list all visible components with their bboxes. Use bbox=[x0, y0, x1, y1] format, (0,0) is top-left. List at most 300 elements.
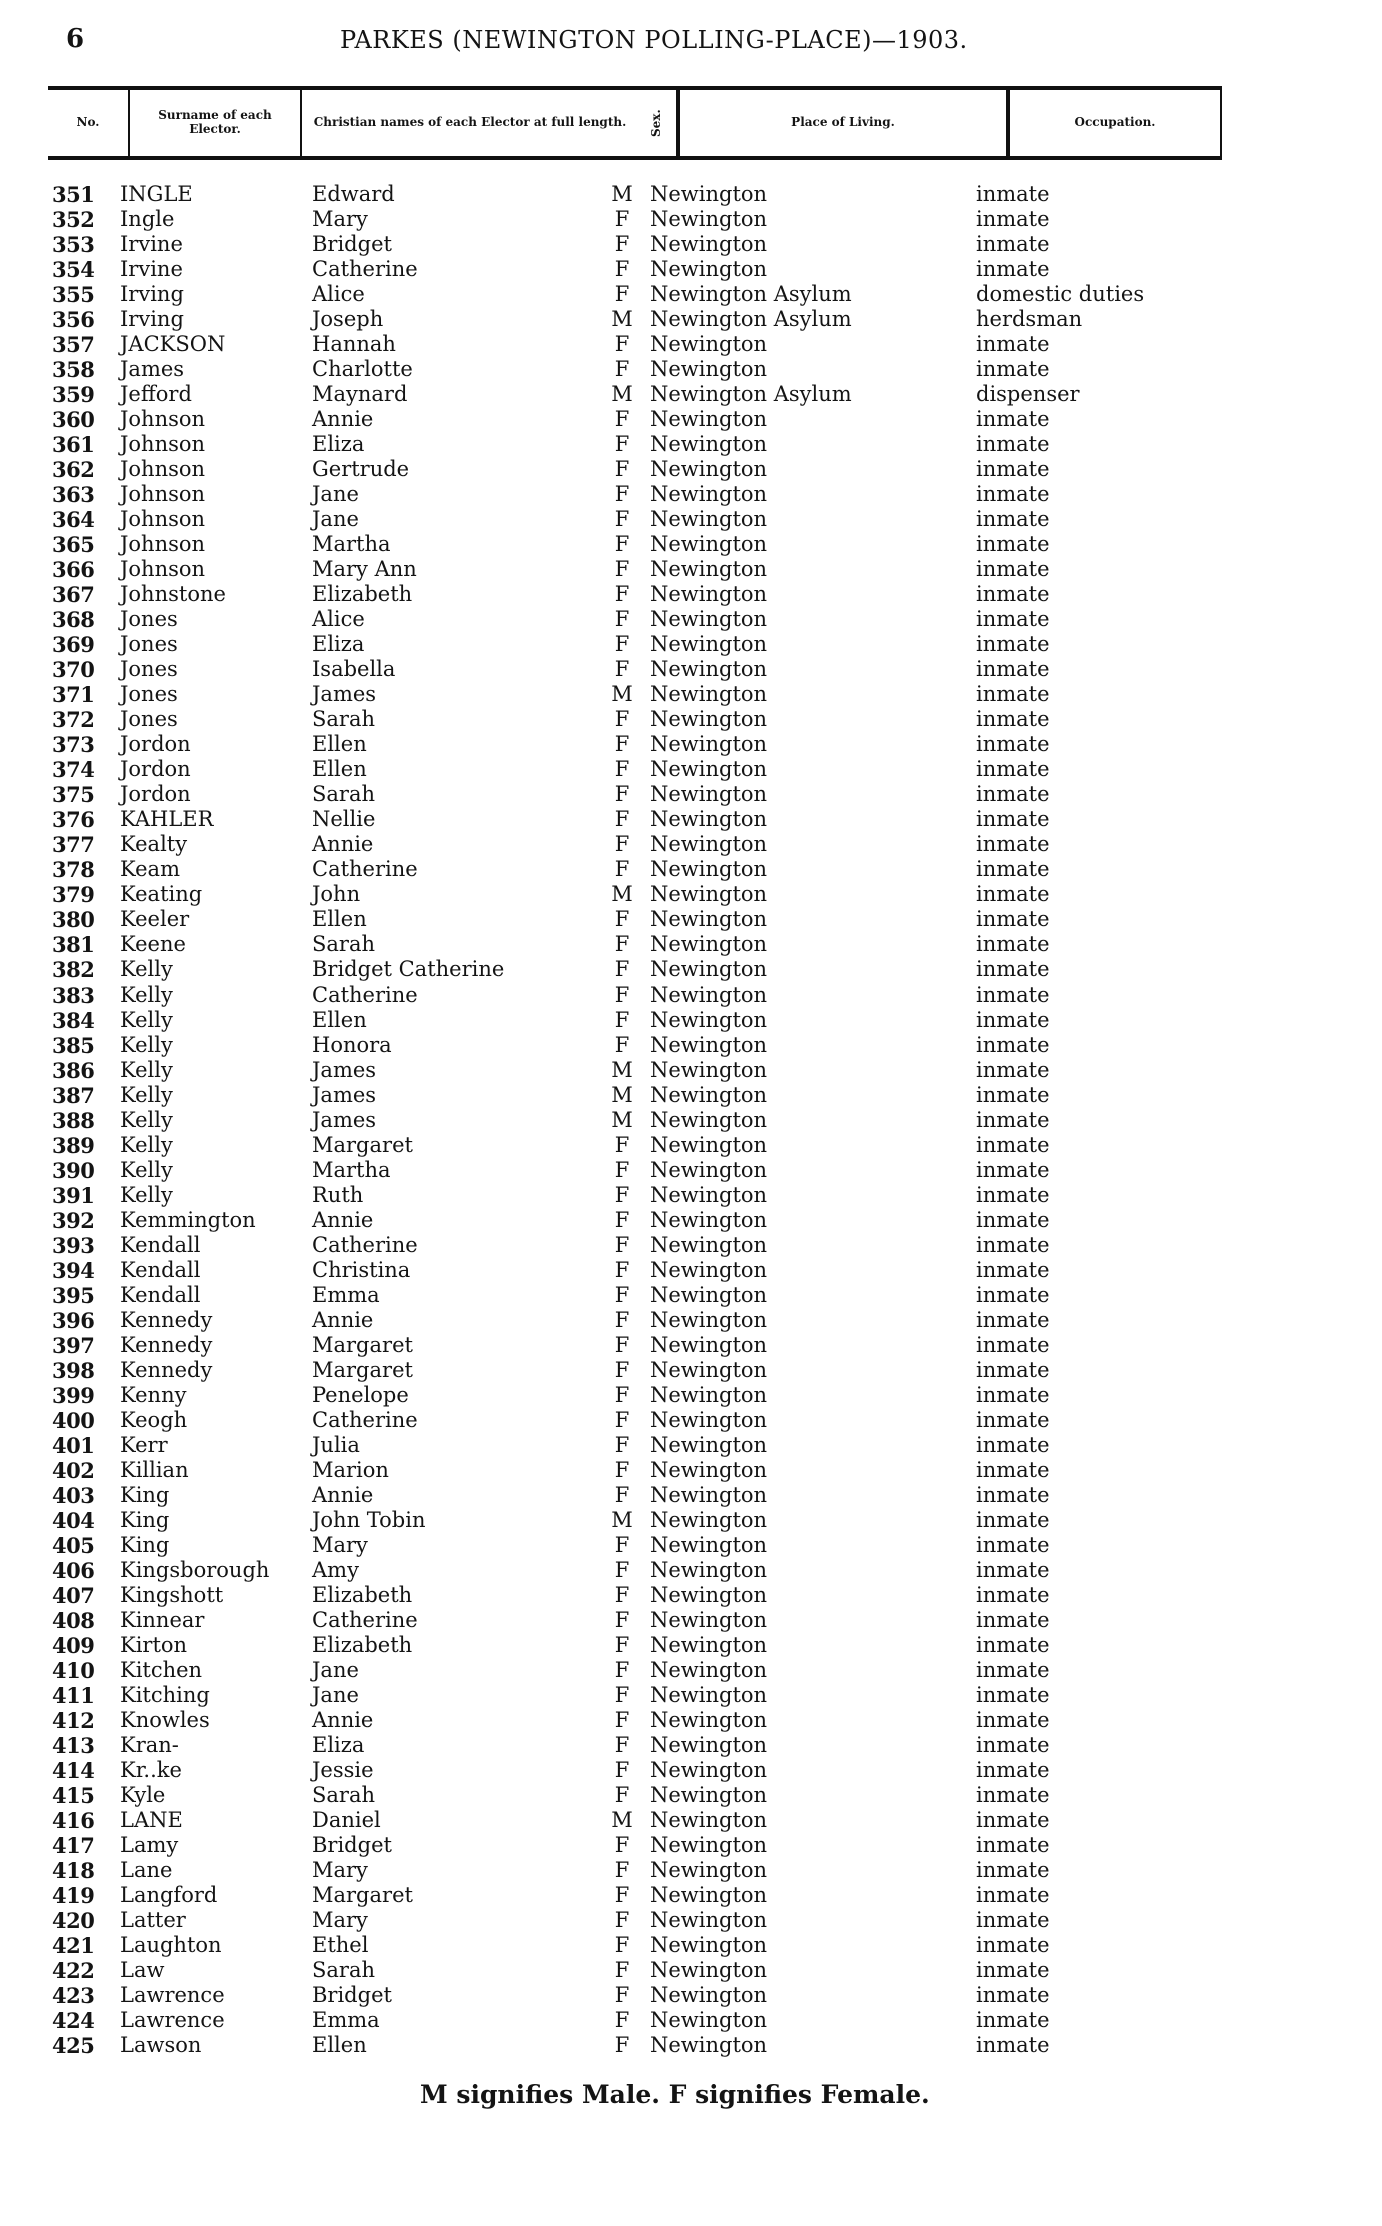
elector-sex: F bbox=[614, 1657, 630, 1682]
elector-place-of-living: Newington bbox=[650, 1457, 768, 1482]
elector-place-of-living: Newington bbox=[650, 232, 768, 257]
elector-occupation: inmate bbox=[976, 332, 1050, 357]
elector-number: 396 bbox=[52, 1307, 95, 1333]
table-row bbox=[0, 507, 1382, 532]
elector-surname: Kinnear bbox=[120, 1607, 205, 1632]
elector-surname: Irvine bbox=[120, 257, 183, 282]
elector-christian-names: Bridget bbox=[312, 1833, 392, 1858]
elector-christian-names: Maynard bbox=[312, 382, 408, 407]
elector-sex: F bbox=[614, 207, 630, 232]
elector-surname: Knowles bbox=[120, 1707, 210, 1732]
elector-place-of-living: Newington bbox=[650, 632, 768, 657]
table-row bbox=[0, 1558, 1382, 1583]
elector-sex: M bbox=[611, 682, 633, 707]
elector-place-of-living: Newington Asylum bbox=[650, 307, 852, 332]
elector-occupation: inmate bbox=[976, 532, 1050, 557]
elector-occupation: inmate bbox=[976, 1582, 1050, 1607]
elector-sex: F bbox=[614, 1457, 630, 1482]
elector-sex: F bbox=[614, 1632, 630, 1657]
elector-number: 353 bbox=[52, 232, 95, 258]
column-header-occupation: Occupation. bbox=[1008, 90, 1222, 156]
elector-christian-names: Catherine bbox=[312, 982, 418, 1007]
table-row bbox=[0, 2008, 1382, 2033]
elector-occupation: inmate bbox=[976, 1057, 1050, 1082]
elector-occupation: inmate bbox=[976, 1032, 1050, 1057]
table-row bbox=[0, 932, 1382, 957]
elector-sex: F bbox=[614, 1232, 630, 1257]
elector-occupation: inmate bbox=[976, 857, 1050, 882]
elector-christian-names: Ruth bbox=[312, 1182, 364, 1207]
elector-surname: King bbox=[120, 1482, 170, 1507]
elector-number: 372 bbox=[52, 707, 95, 733]
elector-surname: Keeler bbox=[120, 907, 190, 932]
elector-surname: Keene bbox=[120, 932, 186, 957]
elector-place-of-living: Newington bbox=[650, 482, 768, 507]
table-row bbox=[0, 307, 1382, 332]
elector-occupation: inmate bbox=[976, 1257, 1050, 1282]
elector-surname: Kendall bbox=[120, 1257, 201, 1282]
table-row bbox=[0, 282, 1382, 307]
elector-surname: Kyle bbox=[120, 1783, 166, 1807]
elector-place-of-living: Newington bbox=[650, 1482, 768, 1507]
elector-number: 379 bbox=[52, 882, 95, 908]
elector-place-of-living: Newington bbox=[650, 1507, 768, 1532]
elector-number: 409 bbox=[52, 1632, 95, 1658]
elector-number: 364 bbox=[52, 507, 95, 533]
elector-surname: Kerr bbox=[120, 1432, 168, 1457]
elector-place-of-living: Newington bbox=[650, 1357, 768, 1382]
elector-sex: F bbox=[614, 532, 630, 557]
elector-occupation: inmate bbox=[976, 1082, 1050, 1107]
elector-surname: Lamy bbox=[120, 1833, 179, 1858]
table-row bbox=[0, 707, 1382, 732]
elector-christian-names: Margaret bbox=[312, 1883, 413, 1908]
column-header-surname: Surname of each Elector. bbox=[130, 90, 302, 156]
elector-surname: Kelly bbox=[120, 982, 173, 1007]
elector-surname: Lawrence bbox=[120, 1983, 225, 2008]
elector-sex: F bbox=[614, 1933, 630, 1958]
table-row bbox=[0, 607, 1382, 632]
elector-occupation: inmate bbox=[976, 832, 1050, 857]
elector-place-of-living: Newington Asylum bbox=[650, 282, 852, 307]
elector-number: 400 bbox=[52, 1407, 95, 1433]
table-row bbox=[0, 632, 1382, 657]
elector-surname: Irving bbox=[120, 307, 184, 332]
elector-occupation: inmate bbox=[976, 1883, 1050, 1908]
elector-number: 373 bbox=[52, 732, 95, 758]
elector-sex: F bbox=[614, 807, 630, 832]
elector-occupation: inmate bbox=[976, 1707, 1050, 1732]
elector-number: 408 bbox=[52, 1607, 95, 1633]
elector-number: 383 bbox=[52, 982, 95, 1008]
elector-christian-names: Nellie bbox=[312, 807, 376, 832]
elector-surname: INGLE bbox=[120, 182, 193, 206]
elector-occupation: inmate bbox=[976, 432, 1050, 457]
elector-christian-names: Catherine bbox=[312, 257, 418, 282]
elector-place-of-living: Newington bbox=[650, 807, 768, 832]
elector-number: 360 bbox=[52, 407, 95, 433]
elector-place-of-living: Newington bbox=[650, 1707, 768, 1732]
elector-christian-names: Ellen bbox=[312, 757, 367, 782]
elector-sex: F bbox=[614, 1407, 630, 1432]
elector-christian-names: Sarah bbox=[312, 1958, 375, 1983]
elector-christian-names: Annie bbox=[312, 1207, 374, 1232]
elector-place-of-living: Newington bbox=[650, 1557, 768, 1582]
elector-place-of-living: Newington bbox=[650, 1157, 768, 1182]
elector-occupation: inmate bbox=[976, 207, 1050, 232]
elector-occupation: inmate bbox=[976, 1307, 1050, 1332]
elector-sex: F bbox=[614, 932, 630, 957]
elector-place-of-living: Newington bbox=[650, 1032, 768, 1057]
elector-sex: F bbox=[614, 1282, 630, 1307]
elector-surname: Killian bbox=[120, 1457, 189, 1482]
elector-place-of-living: Newington bbox=[650, 1407, 768, 1432]
elector-place-of-living: Newington bbox=[650, 932, 768, 957]
table-row bbox=[0, 1983, 1382, 2008]
elector-number: 356 bbox=[52, 307, 95, 333]
elector-surname: Jordon bbox=[120, 782, 191, 807]
elector-number: 395 bbox=[52, 1282, 95, 1308]
elector-place-of-living: Newington bbox=[650, 1182, 768, 1207]
elector-sex: F bbox=[614, 257, 630, 282]
elector-number: 361 bbox=[52, 432, 95, 458]
table-row bbox=[0, 657, 1382, 682]
elector-sex: F bbox=[614, 757, 630, 782]
elector-occupation: inmate bbox=[976, 1182, 1050, 1207]
elector-occupation: inmate bbox=[976, 1833, 1050, 1858]
elector-occupation: inmate bbox=[976, 1657, 1050, 1682]
elector-surname: Kelly bbox=[120, 1032, 173, 1057]
elector-sex: F bbox=[614, 1908, 630, 1933]
elector-place-of-living: Newington bbox=[650, 607, 768, 632]
elector-occupation: inmate bbox=[976, 557, 1050, 582]
elector-place-of-living: Newington bbox=[650, 207, 768, 232]
elector-number: 415 bbox=[52, 1783, 95, 1808]
elector-christian-names: Catherine bbox=[312, 1407, 418, 1432]
elector-number: 377 bbox=[52, 832, 95, 858]
elector-sex: F bbox=[614, 432, 630, 457]
elector-sex: F bbox=[614, 1958, 630, 1983]
elector-occupation: inmate bbox=[976, 1157, 1050, 1182]
elector-surname: Keam bbox=[120, 857, 180, 882]
page-header bbox=[0, 22, 1382, 62]
elector-number: 422 bbox=[52, 1958, 95, 1984]
elector-place-of-living: Newington bbox=[650, 357, 768, 382]
elector-christian-names: Emma bbox=[312, 1282, 380, 1307]
elector-surname: Jones bbox=[120, 682, 178, 707]
elector-surname: Keating bbox=[120, 882, 203, 907]
elector-sex: M bbox=[611, 382, 633, 407]
elector-christian-names: Annie bbox=[312, 1307, 374, 1332]
elector-christian-names: Eliza bbox=[312, 1732, 365, 1757]
elector-sex: M bbox=[611, 1082, 633, 1107]
elector-place-of-living: Newington bbox=[650, 907, 768, 932]
elector-place-of-living: Newington bbox=[650, 1983, 768, 2008]
elector-surname: Johnson bbox=[120, 557, 206, 582]
elector-place-of-living: Newington bbox=[650, 257, 768, 282]
elector-number: 367 bbox=[52, 582, 95, 608]
elector-christian-names: Martha bbox=[312, 532, 391, 557]
elector-number: 413 bbox=[52, 1732, 95, 1758]
elector-place-of-living: Newington bbox=[650, 1132, 768, 1157]
elector-sex: F bbox=[614, 832, 630, 857]
elector-number: 374 bbox=[52, 757, 95, 783]
elector-surname: Irving bbox=[120, 282, 184, 307]
elector-christian-names: Honora bbox=[312, 1032, 392, 1057]
elector-christian-names: Ellen bbox=[312, 907, 367, 932]
elector-christian-names: Sarah bbox=[312, 1783, 375, 1807]
table-row bbox=[0, 407, 1382, 432]
elector-place-of-living: Newington bbox=[650, 1958, 768, 1983]
elector-occupation: inmate bbox=[976, 1607, 1050, 1632]
elector-place-of-living: Newington bbox=[650, 532, 768, 557]
elector-occupation: inmate bbox=[976, 1232, 1050, 1257]
table-row bbox=[0, 1258, 1382, 1283]
elector-sex: F bbox=[614, 1207, 630, 1232]
table-row bbox=[0, 1908, 1382, 1933]
elector-sex: F bbox=[614, 1032, 630, 1057]
elector-place-of-living: Newington bbox=[650, 1007, 768, 1032]
elector-christian-names: Ellen bbox=[312, 2033, 367, 2058]
elector-number: 424 bbox=[52, 2008, 95, 2034]
elector-surname: Lane bbox=[120, 1858, 173, 1883]
elector-christian-names: Edward bbox=[312, 182, 395, 206]
table-row bbox=[0, 2033, 1382, 2058]
elector-number: 375 bbox=[52, 782, 95, 808]
table-row bbox=[0, 1183, 1382, 1208]
elector-occupation: inmate bbox=[976, 507, 1050, 532]
elector-occupation: inmate bbox=[976, 707, 1050, 732]
elector-occupation: inmate bbox=[976, 657, 1050, 682]
elector-place-of-living: Newington bbox=[650, 457, 768, 482]
elector-number: 369 bbox=[52, 632, 95, 658]
elector-occupation: inmate bbox=[976, 1557, 1050, 1582]
elector-christian-names: Jane bbox=[312, 482, 359, 507]
elector-place-of-living: Newington bbox=[650, 332, 768, 357]
elector-surname: Kirton bbox=[120, 1632, 188, 1657]
elector-surname: Lawrence bbox=[120, 2008, 225, 2033]
elector-surname: Keogh bbox=[120, 1407, 188, 1432]
footer-note: M signifies Male. F signifies Female. bbox=[420, 2080, 930, 2109]
elector-sex: F bbox=[614, 632, 630, 657]
elector-christian-names: Charlotte bbox=[312, 357, 413, 382]
elector-christian-names: Mary bbox=[312, 207, 368, 232]
elector-place-of-living: Newington bbox=[650, 1757, 768, 1782]
elector-occupation: inmate bbox=[976, 682, 1050, 707]
elector-christian-names: James bbox=[312, 1082, 377, 1107]
elector-christian-names: James bbox=[312, 1057, 377, 1082]
elector-occupation: domestic duties bbox=[976, 282, 1145, 307]
elector-place-of-living: Newington bbox=[650, 407, 768, 432]
elector-christian-names: Mary bbox=[312, 1532, 368, 1557]
table-row bbox=[0, 1108, 1382, 1133]
elector-number: 410 bbox=[52, 1657, 95, 1683]
elector-occupation: inmate bbox=[976, 582, 1050, 607]
elector-surname: Jordon bbox=[120, 732, 191, 757]
elector-christian-names: Sarah bbox=[312, 782, 375, 807]
elector-number: 365 bbox=[52, 532, 95, 558]
elector-surname: Johnson bbox=[120, 457, 206, 482]
elector-sex: F bbox=[614, 2008, 630, 2033]
elector-place-of-living: Newington bbox=[650, 2008, 768, 2033]
elector-occupation: inmate bbox=[976, 757, 1050, 782]
elector-occupation: inmate bbox=[976, 1207, 1050, 1232]
elector-surname: Jones bbox=[120, 632, 178, 657]
table-row bbox=[0, 1958, 1382, 1983]
elector-surname: Jordon bbox=[120, 757, 191, 782]
elector-sex: F bbox=[614, 232, 630, 257]
elector-sex: F bbox=[614, 1783, 630, 1807]
elector-occupation: inmate bbox=[976, 1757, 1050, 1782]
elector-sex: F bbox=[614, 1257, 630, 1282]
table-row bbox=[0, 1833, 1382, 1858]
elector-surname: Kitching bbox=[120, 1682, 210, 1707]
elector-surname: Johnstone bbox=[120, 582, 226, 607]
elector-christian-names: Margaret bbox=[312, 1132, 413, 1157]
table-row bbox=[0, 1058, 1382, 1083]
elector-sex: F bbox=[614, 1332, 630, 1357]
table-row bbox=[0, 1683, 1382, 1708]
elector-place-of-living: Newington bbox=[650, 507, 768, 532]
table-row bbox=[0, 1358, 1382, 1383]
elector-christian-names: Sarah bbox=[312, 932, 375, 957]
elector-occupation: inmate bbox=[976, 1783, 1050, 1807]
elector-surname: Johnson bbox=[120, 432, 206, 457]
elector-christian-names: Jane bbox=[312, 1657, 359, 1682]
elector-number: 403 bbox=[52, 1482, 95, 1508]
table-row bbox=[0, 457, 1382, 482]
elector-occupation: inmate bbox=[976, 1632, 1050, 1657]
elector-number: 371 bbox=[52, 682, 95, 708]
elector-christian-names: Ellen bbox=[312, 732, 367, 757]
elector-sex: F bbox=[614, 357, 630, 382]
elector-surname: Kitchen bbox=[120, 1657, 203, 1682]
elector-sex: F bbox=[614, 1582, 630, 1607]
table-row bbox=[0, 907, 1382, 932]
table-row bbox=[0, 582, 1382, 607]
elector-christian-names: Mary bbox=[312, 1908, 368, 1933]
elector-christian-names: Julia bbox=[312, 1432, 360, 1457]
elector-occupation: inmate bbox=[976, 1132, 1050, 1157]
elector-number: 382 bbox=[52, 957, 95, 983]
elector-christian-names: Margaret bbox=[312, 1332, 413, 1357]
table-row bbox=[0, 232, 1382, 257]
table-row bbox=[0, 1333, 1382, 1358]
elector-occupation: inmate bbox=[976, 1808, 1050, 1833]
elector-surname: Johnson bbox=[120, 482, 206, 507]
elector-place-of-living: Newington bbox=[650, 1257, 768, 1282]
elector-sex: F bbox=[614, 732, 630, 757]
elector-number: 399 bbox=[52, 1382, 95, 1408]
elector-place-of-living: Newington bbox=[650, 882, 768, 907]
elector-occupation: inmate bbox=[976, 1507, 1050, 1532]
table-row bbox=[0, 832, 1382, 857]
elector-place-of-living: Newington bbox=[650, 1858, 768, 1883]
elector-number: 412 bbox=[52, 1707, 95, 1733]
elector-sex: F bbox=[614, 782, 630, 807]
elector-occupation: dispenser bbox=[976, 382, 1080, 407]
elector-number: 419 bbox=[52, 1883, 95, 1909]
elector-occupation: inmate bbox=[976, 1007, 1050, 1032]
elector-occupation: inmate bbox=[976, 482, 1050, 507]
elector-christian-names: Annie bbox=[312, 1707, 374, 1732]
table-row bbox=[0, 332, 1382, 357]
elector-surname: Jones bbox=[120, 607, 178, 632]
elector-surname: Law bbox=[120, 1958, 165, 1983]
elector-christian-names: Ethel bbox=[312, 1933, 369, 1958]
elector-place-of-living: Newington bbox=[650, 1282, 768, 1307]
elector-number: 418 bbox=[52, 1858, 95, 1884]
elector-place-of-living: Newington bbox=[650, 1682, 768, 1707]
elector-surname: Irvine bbox=[120, 232, 183, 257]
elector-sex: F bbox=[614, 982, 630, 1007]
table-row bbox=[0, 1383, 1382, 1408]
elector-occupation: inmate bbox=[976, 632, 1050, 657]
elector-occupation: inmate bbox=[976, 1983, 1050, 2008]
elector-sex: F bbox=[614, 1382, 630, 1407]
elector-sex: F bbox=[614, 557, 630, 582]
table-row bbox=[0, 1783, 1382, 1808]
elector-christian-names: John Tobin bbox=[312, 1507, 426, 1532]
elector-number: 398 bbox=[52, 1357, 95, 1383]
table-row bbox=[0, 882, 1382, 907]
table-row bbox=[0, 1133, 1382, 1158]
elector-sex: F bbox=[614, 332, 630, 357]
elector-place-of-living: Newington bbox=[650, 957, 768, 982]
elector-occupation: inmate bbox=[976, 2033, 1050, 2058]
elector-sex: F bbox=[614, 957, 630, 982]
elector-surname: Kelly bbox=[120, 1107, 173, 1132]
elector-sex: F bbox=[614, 1007, 630, 1032]
elector-number: 384 bbox=[52, 1007, 95, 1033]
elector-sex: F bbox=[614, 1532, 630, 1557]
elector-number: 411 bbox=[52, 1682, 95, 1708]
elector-occupation: inmate bbox=[976, 882, 1050, 907]
elector-sex: F bbox=[614, 1607, 630, 1632]
elector-place-of-living: Newington bbox=[650, 1332, 768, 1357]
elector-sex: F bbox=[614, 1682, 630, 1707]
elector-place-of-living: Newington bbox=[650, 707, 768, 732]
elector-surname: Kendall bbox=[120, 1232, 201, 1257]
elector-sex: F bbox=[614, 907, 630, 932]
elector-number: 388 bbox=[52, 1107, 95, 1133]
elector-surname: Kelly bbox=[120, 1132, 173, 1157]
elector-surname: Kelly bbox=[120, 1182, 173, 1207]
elector-sex: M bbox=[611, 307, 633, 332]
table-row bbox=[0, 1308, 1382, 1333]
table-row bbox=[0, 732, 1382, 757]
table-row bbox=[0, 957, 1382, 982]
table-row bbox=[0, 482, 1382, 507]
elector-number: 393 bbox=[52, 1232, 95, 1258]
elector-sex: F bbox=[614, 407, 630, 432]
elector-surname: Jones bbox=[120, 707, 178, 732]
elector-occupation: inmate bbox=[976, 932, 1050, 957]
elector-place-of-living: Newington bbox=[650, 757, 768, 782]
elector-occupation: inmate bbox=[976, 1482, 1050, 1507]
table-row bbox=[0, 1533, 1382, 1558]
elector-christian-names: Catherine bbox=[312, 857, 418, 882]
elector-number: 407 bbox=[52, 1582, 95, 1608]
elector-sex: F bbox=[614, 482, 630, 507]
elector-christian-names: Margaret bbox=[312, 1357, 413, 1382]
table-row bbox=[0, 682, 1382, 707]
table-row bbox=[0, 1733, 1382, 1758]
elector-occupation: inmate bbox=[976, 807, 1050, 832]
elector-occupation: inmate bbox=[976, 232, 1050, 257]
elector-surname: Johnson bbox=[120, 532, 206, 557]
elector-number: 423 bbox=[52, 1983, 95, 2009]
